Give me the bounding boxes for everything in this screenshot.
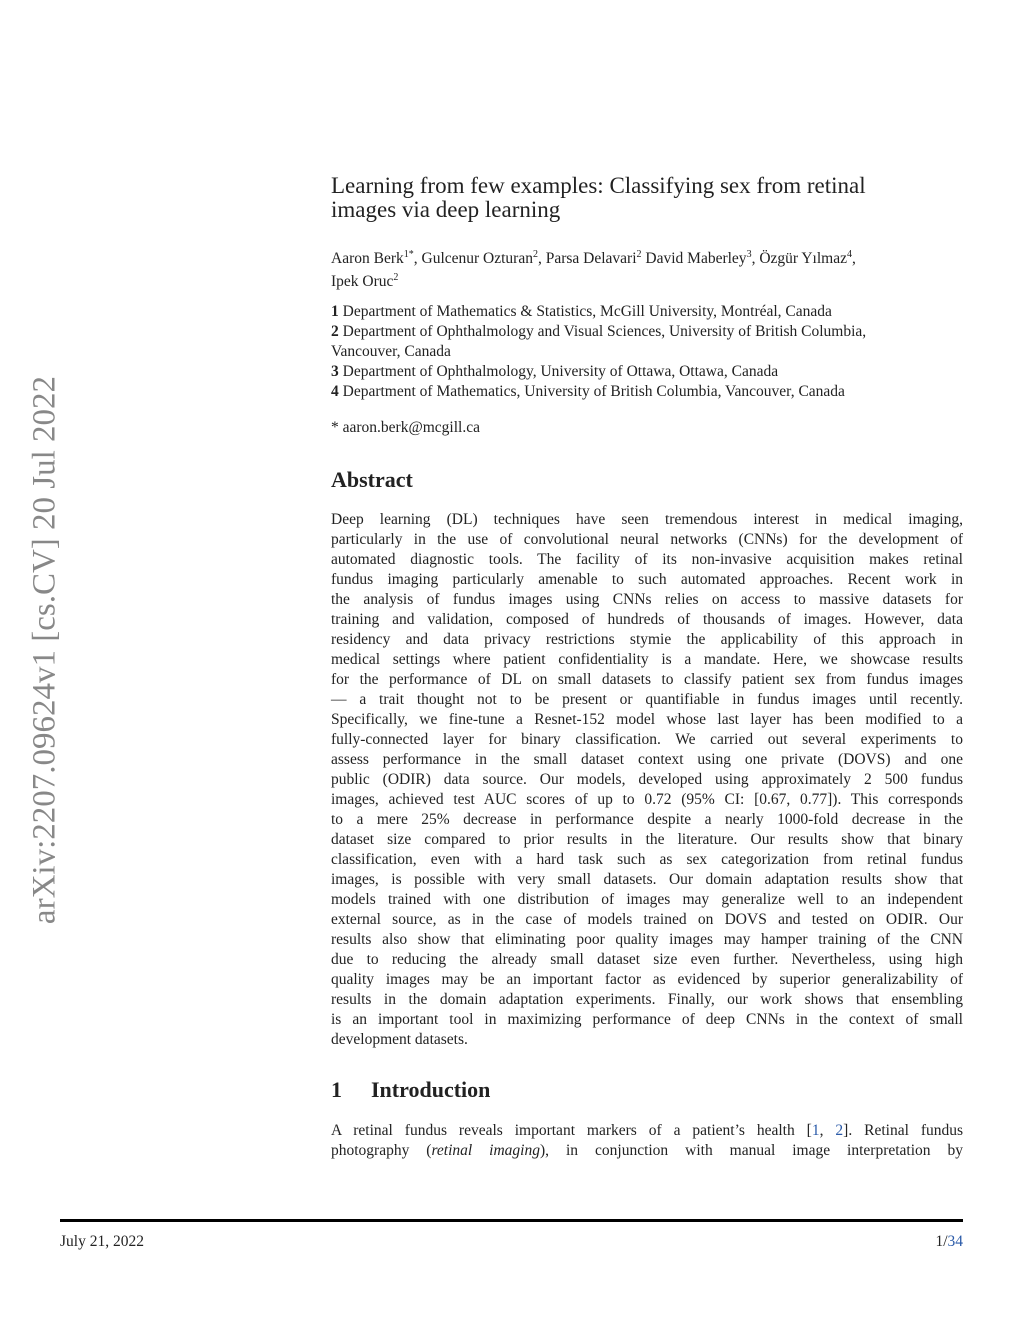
abstract-line: images, is possible with very small datasets. Our domain adaptation results show that [331, 871, 963, 888]
abstract-line: models trained with one distribution of images may generalize well to an independent [331, 891, 963, 908]
abstract-line: results in the domain adaptation experiments. Finally, our work shows that ensembling [331, 991, 963, 1008]
abstract-line: quality images may be an important factor as evidenced by superior generalizability of [331, 971, 963, 988]
affiliation-marker: 4 [846, 249, 852, 260]
affiliation-text: Department of Ophthalmology and Visual Sciences, University of British Columbia, [342, 323, 867, 340]
abstract-line: public (ODIR) data source. Our models, developed using approximately 2 500 fundus [331, 771, 963, 788]
citation-link[interactable]: 1 [811, 1122, 820, 1139]
author: Parsa Delavari [545, 250, 637, 268]
section-heading-introduction [331, 1077, 963, 1103]
citation-link[interactable]: 2 [835, 1122, 844, 1139]
author: Özgür Yılmaz [759, 250, 847, 268]
text: , [819, 1122, 836, 1139]
text: / [943, 1233, 948, 1250]
affiliation-number: 2 [331, 323, 339, 340]
intro-line [331, 1141, 963, 1161]
separator: , [537, 250, 546, 268]
abstract-line: dataset size compared to prior results in the literature. Our results show that binary [331, 831, 963, 848]
abstract-body [331, 510, 963, 1050]
affiliations [331, 302, 963, 402]
affiliation-line [331, 322, 963, 342]
affiliation-marker: 1* [403, 249, 414, 260]
abstract-line: assess performance in the small dataset context using one private (DOVS) and one [331, 751, 963, 768]
affiliation-number: 4 [331, 383, 339, 400]
affiliation-text: Department of Mathematics & Statistics, McGill University, Montréal, Canada [342, 303, 832, 320]
abstract-line: due to reducing the already small dataset size even further. Nevertheless, using high [331, 951, 963, 968]
text: photography ( [331, 1142, 432, 1159]
abstract-line: training and validation, composed of hundreds of thousands of images. However, data [331, 611, 963, 628]
corresponding-email: * aaron.berk@mcgill.ca [331, 419, 480, 436]
current-page: 1 [935, 1233, 944, 1250]
abstract-line: particularly in the use of convolutional neural networks (CNNs) for the development of [331, 531, 963, 548]
affiliation-text: Department of Mathematics, University of British Columbia, Vancouver, Canada [342, 383, 845, 400]
abstract-line: fully-connected layer for binary classification. We carried out several experiments to [331, 731, 963, 748]
intro-line [331, 1121, 963, 1141]
abstract-line: classification, even with a hard task such as sex categorization from retinal fundus [331, 851, 963, 868]
separator: , [851, 250, 856, 268]
affiliation-line [331, 362, 963, 382]
affiliation-line [331, 302, 963, 322]
footer-date: July 21, 2022 [60, 1233, 144, 1250]
page-number [935, 1233, 963, 1251]
author: David Maberley [645, 250, 747, 268]
affiliation-line [331, 342, 963, 362]
abstract-line: results also show that eliminating poor quality images may hamper training of the CNN [331, 931, 963, 948]
arxiv-stamp: arXiv:2207.09624v1 [cs.CV] 20 Jul 2022 [26, 375, 63, 925]
author: Gulcenur Ozturan [421, 250, 533, 268]
abstract-line: development datasets. [331, 1031, 468, 1048]
author: Ipek Oruc [331, 273, 394, 291]
abstract-line: images, achieved test AUC scores of up to 0.72 (95% CI: [0.67, 0.77]). This corresponds [331, 791, 963, 808]
abstract-heading: Abstract [331, 467, 413, 492]
abstract-line: external source, as in the case of models trained on DOVS and tested on ODIR. Our [331, 911, 963, 928]
abstract-line: for the performance of DL on small datasets to classify patient sex from fundus images [331, 671, 963, 688]
text: ), in conjunction with manual image interpretation by [540, 1142, 964, 1159]
affiliation-marker: 2 [393, 272, 399, 284]
author-list [331, 245, 963, 291]
abstract-line: residency and data privacy restrictions stymie the applicability of this approach in [331, 631, 963, 648]
abstract-line: — a trait thought not to be present or quantifiable in fundus images until recently. [331, 691, 963, 708]
total-pages-link[interactable]: 34 [947, 1233, 963, 1250]
abstract-line: is an important tool in maximizing performance of deep CNNs in the context of small [331, 1011, 963, 1028]
affiliation-marker: 2 [532, 249, 538, 260]
separator: , [413, 250, 422, 268]
title-line: images via deep learning [331, 197, 561, 222]
footer-rule [60, 1219, 963, 1222]
abstract-line: Specifically, we fine-tune a Resnet-152 model whose last layer has been modified to a [331, 711, 963, 728]
paper-title [331, 174, 963, 222]
introduction-body [331, 1121, 963, 1161]
abstract-line: automated diagnostic tools. The facility of its non-invasive acquisition makes retinal [331, 551, 963, 568]
text: A retinal fundus reveals important markers of a patient’s health [ [331, 1122, 812, 1139]
affiliation-marker: 2 [636, 249, 642, 260]
section-number: 1 [331, 1077, 342, 1102]
affiliation-text: Department of Ophthalmology, University of Ottawa, Ottawa, Canada [342, 363, 779, 380]
abstract-line: Deep learning (DL) techniques have seen tremendous interest in medical imaging, [331, 511, 963, 528]
abstract-line: fundus imaging particularly amenable to such automated approaches. Recent work in [331, 571, 963, 588]
abstract-line: medical settings where patient confidentiality is a mandate. Here, we showcase results [331, 651, 963, 668]
text: ]. Retinal fundus [843, 1122, 964, 1139]
affiliation-number: 3 [331, 363, 339, 380]
abstract-line: to a mere 25% decrease in performance despite a nearly 1000-fold decrease in the [331, 811, 963, 828]
affiliation-number: 1 [331, 303, 339, 320]
separator: , [751, 250, 760, 268]
author: Aaron Berk [331, 250, 404, 268]
affiliation-text: Vancouver, Canada [331, 343, 451, 360]
affiliation-marker: 3 [746, 249, 752, 260]
section-title: Introduction [371, 1077, 491, 1102]
title-line: Learning from few examples: Classifying sex from retinal [331, 173, 866, 198]
emphasis: retinal imaging [431, 1142, 540, 1159]
abstract-line: the analysis of fundus images using CNNs relies on access to massive datasets for [331, 591, 963, 608]
affiliation-line [331, 382, 963, 402]
